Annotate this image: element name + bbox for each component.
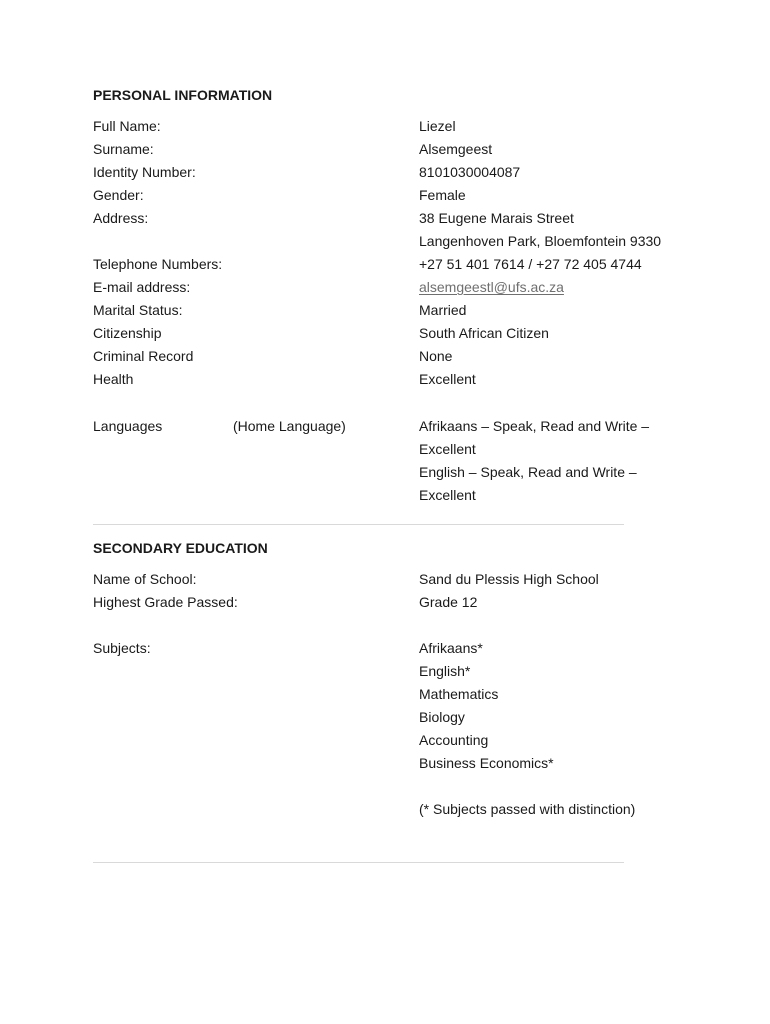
languages-label: Languages — [93, 418, 163, 434]
criminal-record-label: Criminal Record — [93, 348, 194, 364]
identity-number-value: 8101030004087 — [419, 164, 521, 180]
surname-label: Surname: — [93, 141, 154, 157]
secondary-education-heading: SECONDARY EDUCATION — [93, 540, 268, 556]
gender-label: Gender: — [93, 187, 144, 203]
personal-information-heading: PERSONAL INFORMATION — [93, 87, 273, 103]
distinction-note: (* Subjects passed with distinction) — [419, 801, 636, 817]
section-divider — [93, 862, 624, 863]
subject-item: Business Economics* — [419, 755, 554, 771]
subject-item: English* — [419, 663, 471, 679]
subject-item: Afrikaans* — [419, 640, 483, 656]
school-name-value: Sand du Plessis High School — [419, 571, 599, 587]
citizenship-label: Citizenship — [93, 325, 162, 341]
subject-item: Mathematics — [419, 686, 499, 702]
citizenship-value: South African Citizen — [419, 325, 549, 341]
telephone-label: Telephone Numbers: — [93, 256, 223, 272]
gender-value: Female — [419, 187, 466, 203]
address-line-2: Langenhoven Park, Bloemfontein 9330 — [419, 233, 662, 249]
email-link[interactable]: alsemgeestl@ufs.ac.za — [419, 279, 564, 295]
language-1-line-2: Excellent — [419, 441, 476, 457]
telephone-value: +27 51 401 7614 / +27 72 405 4744 — [419, 256, 642, 272]
email-label: E-mail address: — [93, 279, 191, 295]
marital-status-value: Married — [419, 302, 467, 318]
home-language-label: (Home Language) — [233, 418, 346, 434]
school-name-label: Name of School: — [93, 571, 197, 587]
address-line-1: 38 Eugene Marais Street — [419, 210, 574, 226]
subject-item: Accounting — [419, 732, 489, 748]
subjects-label: Subjects: — [93, 640, 151, 656]
language-1-line-1: Afrikaans – Speak, Read and Write – — [419, 418, 650, 434]
highest-grade-label: Highest Grade Passed: — [93, 594, 238, 610]
identity-number-label: Identity Number: — [93, 164, 196, 180]
address-label: Address: — [93, 210, 149, 226]
criminal-record-value: None — [419, 348, 453, 364]
health-label: Health — [93, 371, 134, 387]
language-2-line-2: Excellent — [419, 487, 476, 503]
full-name-value: Liezel — [419, 118, 456, 134]
surname-value: Alsemgeest — [419, 141, 493, 157]
highest-grade-value: Grade 12 — [419, 594, 478, 610]
section-divider — [93, 524, 624, 525]
subject-item: Biology — [419, 709, 465, 725]
marital-status-label: Marital Status: — [93, 302, 183, 318]
language-2-line-1: English – Speak, Read and Write – — [419, 464, 637, 480]
health-value: Excellent — [419, 371, 476, 387]
full-name-label: Full Name: — [93, 118, 161, 134]
